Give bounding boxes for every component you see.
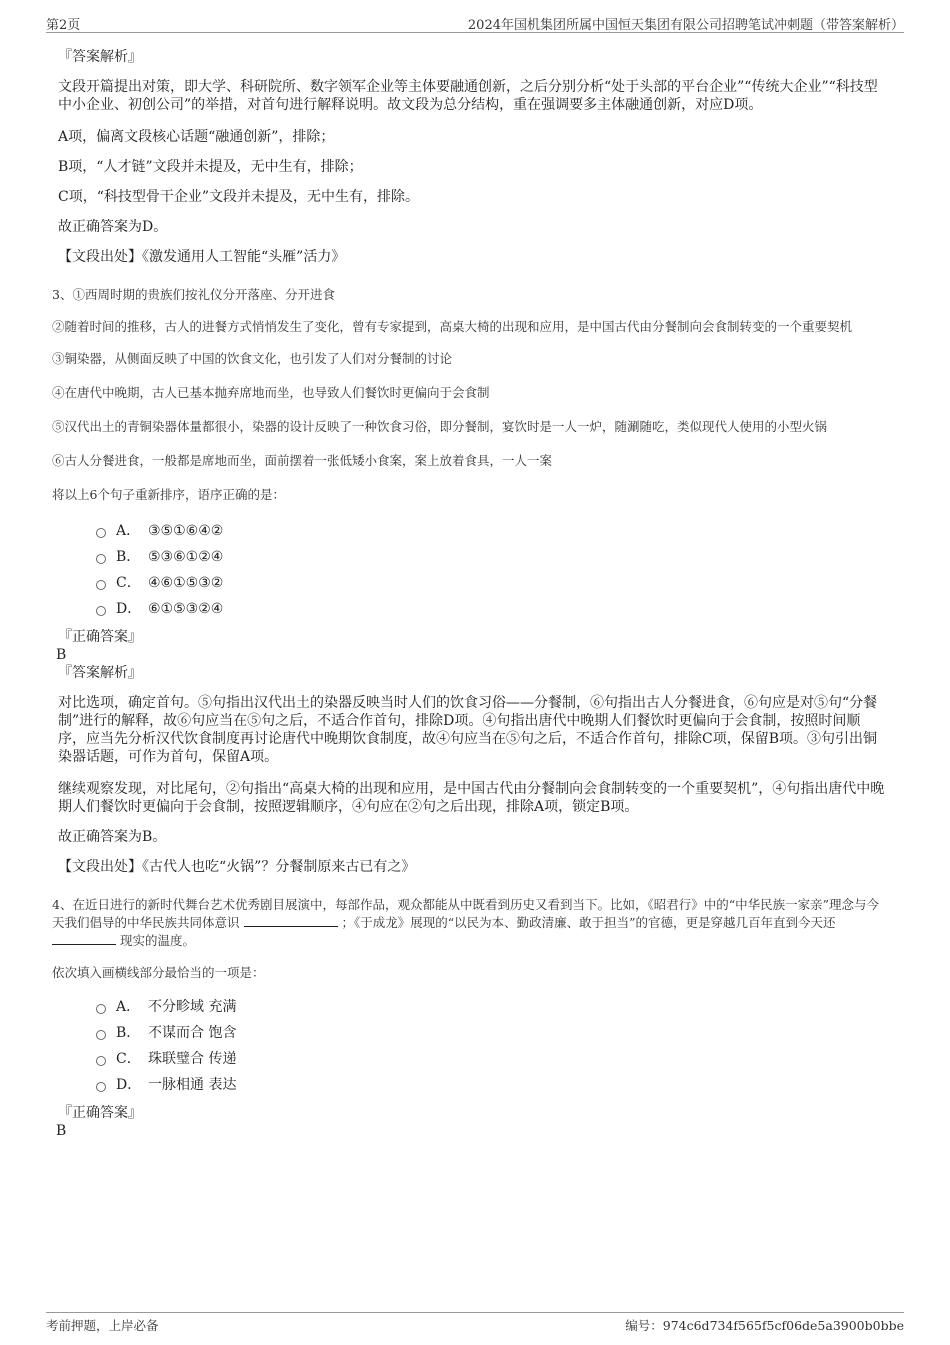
radio-icon[interactable]	[96, 1082, 106, 1092]
q3-conclusion: 故正确答案为B。	[58, 829, 167, 845]
radio-icon[interactable]	[96, 1030, 106, 1040]
option-key: D．	[116, 1077, 142, 1093]
q3-source: 【文段出处】《古代人也吃“火锅”？分餐制原来古已有之》	[58, 859, 416, 875]
q4-stem-part-2: ；《于成龙》展现的“以民为本、勤政清廉、敢于担当”的官德，更是穿越几百年直到今天还	[341, 915, 836, 930]
radio-icon[interactable]	[96, 606, 106, 616]
option-text: ⑥①⑤③②④	[148, 601, 224, 617]
q4-option-b[interactable]	[96, 1020, 888, 1046]
q4-stem-part-1: 4、在近日进行的新时代舞台艺术优秀剧目展演中，每部作品，观众都能从中既看到历史又看到当下。比如，《昭君行》中的“中华民族一家亲”理念与今天我们倡导的中华民族共同体意识	[52, 897, 879, 930]
q4-option-d[interactable]	[96, 1072, 888, 1098]
q3-analysis-paragraph-1: 对比选项，确定首句。⑤句指出汉代出土的染器反映当时人们的饮食习俗——分餐制，⑥句指出古人分餐进食，⑥句应是对⑤句“分餐制”进行的解释，故⑥句应当在⑤句之后，不适合作首句，排除D项。④句指出唐代中晚期人们餐饮时更偏向于会食制，按照时间顺序，应当先分析汉代饮食制度再讨论唐代中晚期饮食制度，故④句应当在⑤句之后，不适合作首句，排除C项，保留B项。③句引出铜染器话题，可作为首句，保留A项。	[58, 695, 878, 765]
q4-option-c[interactable]	[96, 1046, 888, 1072]
option-text: 一脉相通 表达	[148, 1077, 237, 1093]
option-text: ⑤③⑥①②④	[148, 549, 224, 565]
q4-options	[58, 994, 888, 1098]
page-header	[46, 12, 904, 33]
radio-icon[interactable]	[96, 554, 106, 564]
option-text: ③⑤①⑥④②	[148, 523, 224, 539]
q3-option-d[interactable]	[96, 596, 888, 622]
q3-sentence-4: ④在唐代中晚期，古人已基本抛弃席地而坐，也导致人们餐饮时更偏向于会食制	[52, 385, 490, 400]
radio-icon[interactable]	[96, 1004, 106, 1014]
option-key: C．	[116, 1051, 141, 1067]
document-title: 2024年国机集团所属中国恒天集团有限公司招聘笔试冲刺题（带答案解析）	[467, 18, 904, 33]
q2-analysis-label: 『答案解析』	[58, 49, 142, 65]
radio-icon[interactable]	[96, 580, 106, 590]
q3-option-c[interactable]	[96, 570, 888, 596]
option-text: 不谋而合 饱含	[148, 1025, 237, 1041]
q3-sentence-2: ②随着时间的推移，古人的进餐方式悄悄发生了变化，曾有专家提到，高桌大椅的出现和应用，是中国古代由分餐制向会食制转变的一个重要契机	[52, 319, 853, 334]
radio-icon[interactable]	[96, 528, 106, 538]
q4-blank-2	[52, 932, 116, 945]
q3-analysis-paragraph-2: 继续观察发现，对比尾句，②句指出“高桌大椅的出现和应用，是中国古代由分餐制向会食制转变的一个重要契机”，④句指出唐代中晚期人们餐饮时更偏向于会食制，按照逻辑顺序，④句应在②句之后出现，排除A项，锁定B项。	[58, 781, 885, 815]
q4-answer-label: 『正确答案』	[58, 1105, 142, 1121]
q4-stem	[52, 896, 888, 950]
q2-analysis-option-b: B项，“人才链”文段并未提及，无中生有，排除；	[58, 159, 363, 175]
q3-answer-label: 『正确答案』	[58, 629, 142, 645]
q3-prompt: 将以上6个句子重新排序，语序正确的是：	[52, 487, 285, 502]
q2-source: 【文段出处】《激发通用人工智能“头雁”活力》	[58, 249, 346, 265]
q3-sentence-3: ③铜染器，从侧面反映了中国的饮食文化，也引发了人们对分餐制的讨论	[52, 351, 453, 366]
q3-sentence-5: ⑤汉代出土的青铜染器体量都很小，染器的设计反映了一种饮食习俗，即分餐制，宴饮时是一人一炉，随涮随吃，类似现代人使用的小型火锅	[52, 419, 828, 434]
document-body	[52, 48, 888, 1140]
option-key: C．	[116, 575, 141, 591]
option-text: 珠联璧合 传递	[148, 1051, 237, 1067]
q3-sentence-1: 3、①西周时期的贵族们按礼仪分开落座、分开进食	[52, 287, 335, 302]
option-key: A．	[116, 999, 141, 1015]
q3-analysis-label: 『答案解析』	[58, 665, 142, 681]
q4-prompt: 依次填入画横线部分最恰当的一项是：	[52, 965, 265, 980]
q2-analysis-option-c: C项，“科技型骨干企业”文段并未提及，无中生有，排除。	[58, 189, 420, 205]
radio-icon[interactable]	[96, 1056, 106, 1066]
option-text: ④⑥①⑤③②	[148, 575, 224, 591]
option-key: B．	[116, 1025, 141, 1041]
option-key: A．	[116, 523, 141, 539]
q4-option-a[interactable]	[96, 994, 888, 1020]
q4-stem-part-3: 现实的温度。	[119, 933, 195, 948]
q2-analysis-option-a: A项，偏离文段核心话题“融通创新”，排除；	[58, 129, 335, 145]
q3-option-b[interactable]	[96, 544, 888, 570]
page-footer	[46, 1312, 904, 1337]
q2-conclusion: 故正确答案为D。	[58, 219, 168, 235]
q3-option-a[interactable]	[96, 518, 888, 544]
q4-answer: B	[56, 1123, 67, 1139]
q3-answer: B	[56, 647, 67, 663]
document-id: 编号：974c6d734f565f5cf06de5a3900b0bbe	[625, 1318, 904, 1333]
page-number: 第2页	[46, 18, 81, 33]
option-text: 不分畛域 充满	[148, 999, 237, 1015]
option-key: B．	[116, 549, 141, 565]
q4-blank-1	[244, 914, 338, 927]
q3-sentence-6: ⑥古人分餐进食，一般都是席地而坐，面前摆着一张低矮小食案，案上放着食具，一人一案	[52, 453, 553, 468]
option-key: D．	[116, 601, 142, 617]
q2-analysis-paragraph: 文段开篇提出对策，即大学、科研院所、数字领军企业等主体要融通创新，之后分别分析“处于头部的平台企业”“传统大企业”“科技型中小企业、初创公司”的举措，对首句进行解释说明。故文段为总分结构，重在强调要多主体融通创新，对应D项。	[58, 79, 878, 113]
q3-options	[58, 518, 888, 622]
footer-slogan: 考前押题，上岸必备	[46, 1318, 159, 1333]
